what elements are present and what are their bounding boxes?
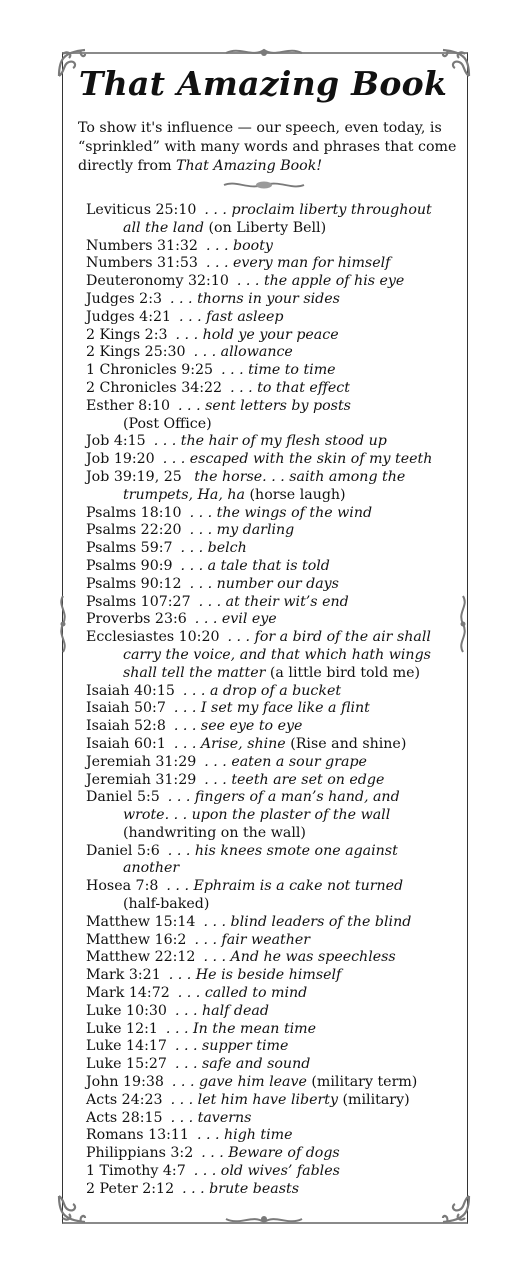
verse-citation: Isaiah 40:15 [86,682,175,699]
quoted-phrase: teeth are set on edge [226,771,385,788]
quoted-phrase: my darling [212,522,295,539]
verse-citation: 2 Kings 25:30 [86,344,186,361]
quoted-phrase: let him have liberty [193,1091,339,1108]
verse-citation: Luke 15:27 [86,1056,167,1073]
ellipsis: . . . [177,985,201,1002]
quoted-phrase: the horse. . . saith among the [189,468,406,485]
continuation-line [86,416,456,434]
quoted-phrase: fair weather [217,931,311,948]
quoted-phrase: In the mean time [188,1020,317,1037]
list-item [86,932,456,950]
list-item [86,1110,456,1128]
quoted-phrase: see eye to eye [196,718,303,735]
ellipsis: . . . [180,557,204,574]
quoted-phrase: sent letters by posts [200,397,351,414]
ellipsis: . . . [227,629,251,646]
continuation-line [86,860,456,878]
verse-citation: Deuteronomy 32:10 [86,273,229,290]
ellipsis: . . . [194,931,217,948]
ellipsis: . . . [196,1127,220,1144]
ellipsis: . . . [174,1002,198,1019]
ellipsis: . . . [166,878,189,895]
continuation-line [86,220,456,238]
list-item [86,1092,456,1110]
phrase-note: (military) [338,1091,410,1108]
list-item [86,238,456,256]
quoted-phrase: I set my face like a flint [196,700,370,717]
ellipsis: . . . [170,1109,194,1126]
list-item [86,1145,456,1163]
list-item [86,1003,456,1021]
ellipsis: . . . [168,967,192,984]
reference-list [86,202,456,1199]
continuation-line [86,487,456,505]
verse-citation: Daniel 5:5 [86,789,160,806]
top-center-ornament [224,44,304,62]
list-item [86,380,456,398]
verse-citation: Luke 14:17 [86,1038,167,1055]
phrase-note: (on Liberty Bell) [204,219,327,236]
ellipsis: . . . [201,1145,224,1162]
list-item [86,327,456,345]
quoted-phrase: supper time [197,1038,289,1055]
quoted-phrase: safe and sound [197,1056,311,1073]
quoted-phrase: fingers of a man’s hand, and [190,789,400,806]
list-item [86,1074,456,1092]
list-item [86,985,456,1003]
ellipsis: . . . [205,237,229,254]
verse-citation: Judges 4:21 [86,308,172,325]
phrase-note: (half-baked) [123,896,210,913]
ellipsis: . . . [173,700,197,717]
quoted-phrase: hold ye your peace [198,326,339,343]
verse-citation: Daniel 5:6 [86,842,160,859]
verse-citation: Matthew 15:14 [86,913,196,930]
intro-paragraph [78,119,458,176]
quoted-phrase: Arise, shine [196,735,286,752]
list-item [86,309,456,327]
ellipsis: . . . [170,290,193,307]
phrase-note: (military term) [306,1074,418,1091]
quoted-phrase: Ephraim is a cake not turned [188,878,404,895]
verse-citation: Luke 12:1 [86,1020,158,1037]
list-item [86,629,456,682]
ellipsis: . . . [189,522,213,539]
list-item [86,789,456,842]
list-item [86,754,456,772]
quoted-phrase: his knees smote one against [190,842,398,859]
ellipsis: . . . [173,735,197,752]
verse-citation: Psalms 59:7 [86,540,173,557]
ellipsis: . . . [174,1056,198,1073]
quoted-phrase: booty [228,237,273,254]
list-item [86,469,456,505]
verse-citation: Job 19:20 [86,451,155,468]
list-item [86,398,456,434]
list-item [86,362,456,380]
list-item [86,1127,456,1145]
ellipsis: . . . [203,913,227,930]
list-item [86,736,456,754]
verse-citation: Romans 13:11 [86,1127,189,1144]
list-item [86,344,456,362]
list-item [86,1163,456,1181]
quoted-phrase: He is beside himself [191,967,342,984]
ellipsis: . . . [204,753,227,770]
continuation-line [86,665,456,683]
ellipsis: . . . [178,397,201,414]
quoted-phrase: all the land [123,219,205,236]
list-item [86,949,456,967]
ellipsis: . . . [221,362,244,379]
verse-citation: Job 39:19, 25 [86,468,182,485]
quoted-phrase: a drop of a bucket [205,682,342,699]
verse-citation: Psalms 107:27 [86,593,191,610]
ellipsis: . . . [198,593,222,610]
continuation-line [86,807,456,825]
ellipsis: . . . [230,379,253,396]
list-item [86,522,456,540]
quoted-phrase: at their wit’s end [221,593,349,610]
quoted-phrase: Beware of dogs [223,1145,340,1162]
quoted-phrase: another [123,860,180,877]
quoted-phrase: half dead [197,1002,269,1019]
ellipsis: . . . [182,1180,205,1197]
verse-citation: Hosea 7:8 [86,878,159,895]
quoted-phrase: gave him leave [194,1074,307,1091]
quoted-phrase: proclaim liberty throughout [226,202,432,218]
ellipsis: . . . [162,451,186,468]
verse-citation: 1 Timothy 4:7 [86,1163,186,1180]
quoted-phrase: every man for himself [228,255,391,272]
quoted-phrase: eaten a sour grape [226,753,367,770]
quoted-phrase: wrote. . . upon the plaster of the wall [123,807,391,824]
list-item [86,558,456,576]
list-item [86,1181,456,1199]
verse-citation: Judges 2:3 [86,290,163,307]
list-item [86,1056,456,1074]
ellipsis: . . . [236,273,260,290]
quoted-phrase: belch [203,540,247,557]
divider-ornament [222,178,306,192]
page-title: That Amazing Book [78,64,448,103]
quoted-phrase: allowance [216,344,293,361]
quoted-phrase: to that effect [252,379,350,396]
ellipsis: . . . [204,202,227,218]
list-item [86,273,456,291]
verse-citation: 2 Peter 2:12 [86,1180,175,1197]
quoted-phrase: And he was speechless [226,949,396,966]
verse-citation: Philippians 3:2 [86,1145,194,1162]
verse-citation: Acts 28:15 [86,1109,163,1126]
continuation-line [86,896,456,914]
list-item [86,433,456,451]
quoted-phrase: high time [219,1127,293,1144]
verse-citation: Matthew 16:2 [86,931,187,948]
right-side-ornament [456,594,470,654]
verse-citation: Isaiah 60:1 [86,735,166,752]
left-side-ornament [56,594,70,654]
quoted-phrase: the hair of my flesh stood up [176,433,387,450]
list-item [86,611,456,629]
verse-citation: Numbers 31:53 [86,255,198,272]
verse-citation: Acts 24:23 [86,1091,163,1108]
ellipsis: . . . [189,504,213,521]
verse-citation: Isaiah 50:7 [86,700,166,717]
ellipsis: . . . [194,611,218,628]
ellipsis: . . . [174,1038,198,1055]
ellipsis: . . . [204,771,227,788]
intro-text: To show it's influence — our speech, even today, is “sprinkled” with many words and phrases that come directly from [78,120,457,174]
ellipsis: . . . [170,1091,194,1108]
quoted-phrase: fast asleep [201,308,284,325]
ellipsis: . . . [193,1163,217,1180]
ellipsis: . . . [175,326,199,343]
list-item [86,576,456,594]
quoted-phrase: for a bird of the air shall [250,629,431,646]
quoted-phrase: the wings of the wind [212,504,373,521]
verse-citation: 2 Chronicles 34:22 [86,379,223,396]
list-item [86,914,456,932]
quoted-phrase: old wives’ fables [216,1163,340,1180]
intro-emphasis: That Amazing Book! [176,158,323,174]
list-item [86,202,456,238]
ellipsis: . . . [167,842,191,859]
quoted-phrase: brute beasts [204,1180,299,1197]
list-item [86,683,456,701]
list-item [86,451,456,469]
verse-citation: Mark 3:21 [86,967,161,984]
ellipsis: . . . [193,344,217,361]
list-item [86,967,456,985]
verse-citation: Proverbs 23:6 [86,611,187,628]
ellipsis: . . . [182,682,206,699]
quoted-phrase: escaped with the skin of my teeth [185,451,433,468]
ellipsis: . . . [179,308,202,325]
list-item [86,843,456,879]
verse-citation: Psalms 90:9 [86,557,173,574]
list-item [86,594,456,612]
corner-flourish-ornament [55,1192,89,1226]
quoted-phrase: shall tell the matter [123,664,266,681]
list-item [86,255,456,273]
bottom-center-ornament [224,1210,304,1228]
verse-citation: Job 4:15 [86,433,146,450]
verse-citation: Jeremiah 31:29 [86,771,197,788]
quoted-phrase: number our days [212,575,339,592]
verse-citation: Matthew 22:12 [86,949,196,966]
ellipsis: . . . [205,255,229,272]
list-item [86,540,456,558]
continuation-line [86,647,456,665]
ellipsis: . . . [171,1074,195,1091]
verse-citation: Psalms 90:12 [86,575,182,592]
list-item [86,1038,456,1056]
phrase-note: (Rise and shine) [285,735,407,752]
ellipsis: . . . [173,718,197,735]
continuation-line [86,825,456,843]
phrase-note: (Post Office) [123,415,212,432]
verse-citation: Mark 14:72 [86,985,170,1002]
list-item [86,1021,456,1039]
list-item [86,772,456,790]
quoted-phrase: taverns [193,1109,252,1126]
verse-citation: Ecclesiastes 10:20 [86,629,220,646]
quoted-phrase: a tale that is told [203,557,330,574]
list-item [86,718,456,736]
ellipsis: . . . [203,949,227,966]
verse-citation: Luke 10:30 [86,1002,167,1019]
verse-citation: John 19:38 [86,1074,164,1091]
verse-citation: Psalms 18:10 [86,504,182,521]
quoted-phrase: trumpets, Ha, ha [123,486,246,503]
quoted-phrase: time to time [243,362,336,379]
verse-citation: Isaiah 52:8 [86,718,166,735]
quoted-phrase: called to mind [200,985,308,1002]
list-item [86,878,456,914]
ellipsis: . . . [180,540,204,557]
verse-citation: Numbers 31:32 [86,237,198,254]
ellipsis: . . . [153,433,177,450]
verse-citation: Jeremiah 31:29 [86,753,197,770]
quoted-phrase: the apple of his eye [259,273,405,290]
quoted-phrase: blind leaders of the blind [226,913,412,930]
quoted-phrase: thorns in your sides [192,290,340,307]
verse-citation: 1 Chronicles 9:25 [86,362,214,379]
ellipsis: . . . [165,1020,189,1037]
verse-citation: Esther 8:10 [86,397,171,414]
phrase-note: (horse laugh) [245,486,346,503]
verse-citation: Leviticus 25:10 [86,202,197,218]
list-item [86,291,456,309]
ellipsis: . . . [167,789,191,806]
quoted-phrase: evil eye [217,611,277,628]
quoted-phrase: carry the voice, and that which hath wings [123,646,431,663]
list-item [86,505,456,523]
phrase-note: (handwriting on the wall) [123,824,306,841]
verse-citation: Psalms 22:20 [86,522,182,539]
phrase-note: (a little bird told me) [265,664,421,681]
verse-citation: 2 Kings 2:3 [86,326,168,343]
list-item [86,700,456,718]
ellipsis: . . . [189,575,213,592]
